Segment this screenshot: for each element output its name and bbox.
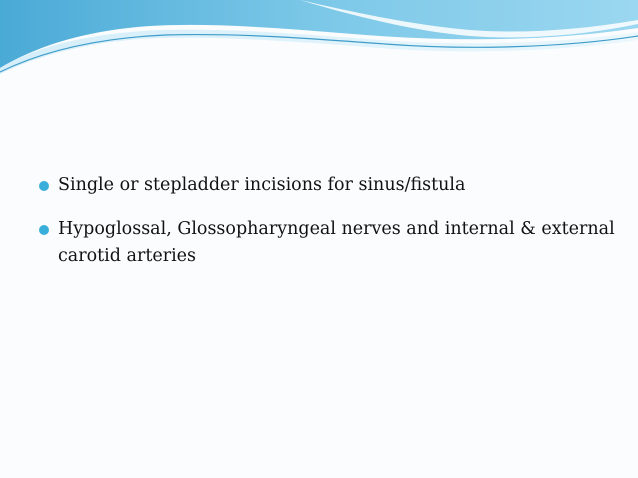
header-wave-decoration [0,0,638,80]
bullet-item [38,172,618,199]
bullet-item [38,216,618,270]
bullet-list [38,172,618,270]
filled-circle-icon [38,216,58,243]
bullet-text: Hypoglossal, Glossopharyngeal nerves and internal & external carotid arteries [58,219,615,266]
filled-circle-icon [38,172,58,199]
bullet-text: Single or stepladder incisions for sinus/fistula [58,175,466,195]
